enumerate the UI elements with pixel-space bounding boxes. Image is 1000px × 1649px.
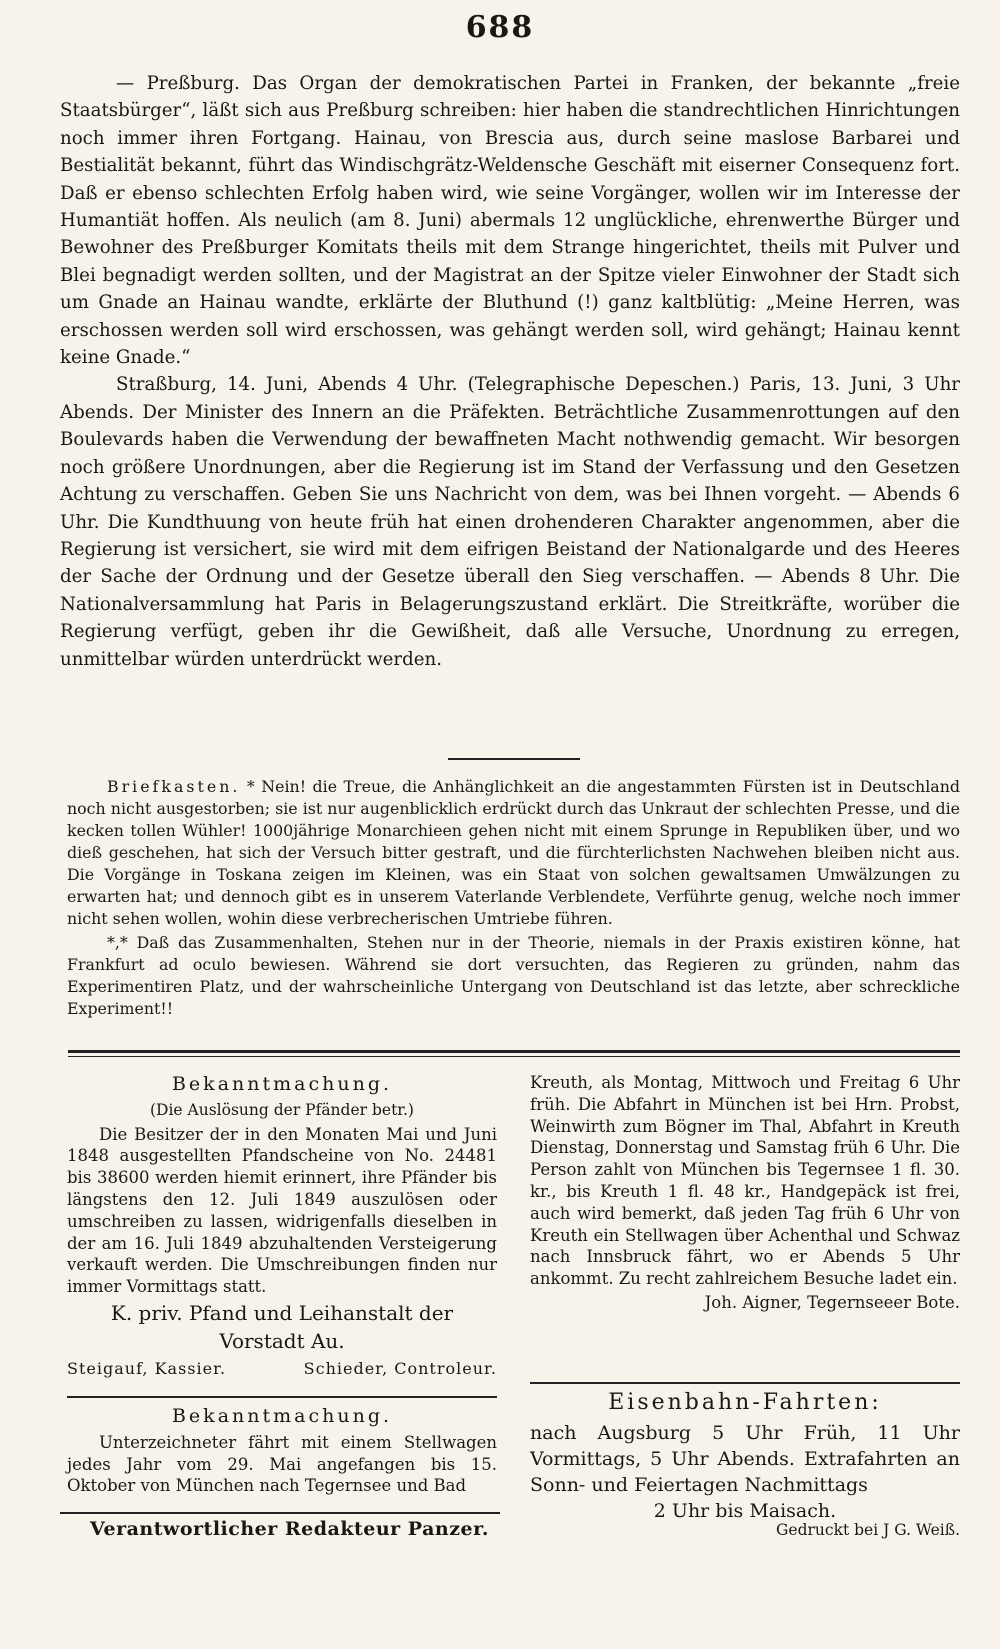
notice1-cashier: Steigauf, Kassier. [67,1358,227,1378]
letters-box [67,776,960,1022]
footer-rule [60,1512,500,1514]
letters-text-2: *,* Daß das Zusammenhalten, Stehen nur in der Theorie, niemals in der Praxis existiren könne, hat Frankfurt ad oculo bewiesen. Während sie dort versuchten, das Regieren zu gründen, nahm das Experimentiren Platz, und der wahrscheinliche Untergang von Deutschland ist das letzte, aber schreckliche Experiment!! [67,933,960,1018]
notice2-body: Unterzeichneter fährt mit einem Stellwagen jedes Jahr vom 29. Mai angefangen bis 15. Oktober von München nach Tegernsee und Bad [67,1432,497,1496]
notice1-staff [67,1358,497,1380]
double-rule-bottom [68,1056,960,1057]
notice1-signature-2: Vorstadt Au. [219,1328,345,1353]
railway-title: Eisenbahn-Fahrten: [608,1390,882,1415]
article-strassburg: Straßburg, 14. Juni, Abends 4 Uhr. (Telegraphische Depeschen.) Paris, 13. Juni, 3 Uhr Abends. Der Minister des Innern an die Präfekten. Beträchtliche Zusammenrottungen auf den Boulevards haben die Verwendung der bewaffneten Macht nothwendig gemacht. Wir besorgen noch größere Unordnungen, aber die Regierung ist im Stand der Verfassung und den Gesetzen Achtung zu verschaffen. Geben Sie uns Nachricht von dem, was bei Ihnen vorgeht. — Abends 6 Uhr. Die Kundthuung von heute früh hat einen drohenderen Charakter angenommen, aber die Regierung ist versichert, sie wird mit dem eifrigen Beistand der Nationalgarde und des Heeres der Sache der Ordnung und der Gesetze überall den Sieg verschaffen. — Abends 8 Uhr. Die Nationalversammlung hat Paris in Belagerungszustand erklärt. Die Streitkräfte, worüber die Regierung verfügt, geben ihr die Gewißheit, daß alle Versuche, Unordnung zu erregen, unmittelbar würden unterdrückt werden. [60,374,960,670]
notice1-signature-1: K. priv. Pfand und Leihanstalt der [110,1300,454,1325]
letters-text-1: * Nein! die Treue, die Anhänglichkeit an die angestammten Fürsten ist in Deutschland noch nicht ausgestorben; sie ist nur augenblicklich erdrückt durch das Unkraut der schlechten Presse, und die kecken tollen Wühler! 1000jährige Monarchieen gehen nicht mit einem Sprunge in Republiken über, und wo dieß geschehen, hat sich der Versuch bitter gestraft, und die fürchterlichsten Nachwehen bleiben nicht aus. Die Vorgänge in Toskana zeigen im Kleinen, was ein Staat von solchen gewaltsamen Umwälzungen zu erwarten hat; und dennoch gibt es in unserem Vaterlande Verblendete, Verführte genug, welche noch immer nicht sehen wollen, wohin diese verbrecherischen Umtriebe führen. [67,777,960,928]
railway-last-line: 2 Uhr bis Maisach. [653,1499,837,1522]
letters-paragraph [67,776,960,930]
notice1-subtitle: (Die Auslösung der Pfänder betr.) [150,1100,414,1119]
notice1-controller: Schieder, Controleur. [303,1358,497,1378]
editor-credit: Verantwortlicher Redakteur Panzer. [90,1518,489,1540]
notice2-title: Bekanntmachung. [171,1405,393,1427]
page-number: 688 [465,10,535,45]
section-divider [448,758,580,760]
notice1-title: Bekanntmachung. [171,1073,393,1095]
left-column [67,1072,497,1380]
printer-credit: Gedruckt bei J G. Weiß. [776,1521,960,1539]
notice2-signature: Joh. Aigner, Tegernseeer Bote. [704,1292,960,1312]
double-rule-top [68,1050,960,1053]
notice1-body: Die Besitzer der in den Monaten Mai und Juni 1848 ausgestellten Pfandscheine von No. 24481 bis 38600 werden hiemit erinnert, ihre Pfänder bis längstens den 12. Juli 1849 auszulösen oder umschreiben zu lassen, widrigenfalls dieselben in der am 16. Juli 1849 abzuhaltenden Versteigerung verkauft werden. Die Umschreibungen finden nur immer Vormittags statt. [67,1124,497,1297]
article-pressburg: — Preßburg. Das Organ der demokratischen Partei in Franken, der bekannte „freie Staatsbürger“, läßt sich aus Preßburg schreiben: hier haben die standrechtlichen Hinrichtungen noch immer ihren Fortgang. Hainau, von Brescia aus, durch seine maslose Barbarei und Bestialität bekannt, führt das Windischgrätz-Weldensche Geschäft mit eiserner Consequenz fort. Daß er ebenso schlechten Erfolg haben wird, wie seine Vorgänger, wollen wir im Interesse der Humantiät hoffen. Als neulich (am 8. Juni) abermals 12 unglückliche, ehrenwerthe Bürger und Bewohner des Preßburger Komitats theils mit dem Strange hingerichtet, theils mit Pulver und Blei begnadigt werden sollten, und der Magistrat an der Spitze vieler Einwohner der Stadt sich um Gnade an Hainau wandte, erklärte der Bluthund (!) ganz kaltblütig: „Meine Herren, was erschossen werden soll wird erschossen, was gehängt werden soll, wird gehängt; Hainau kennt keine Gnade.“ [60,73,960,369]
letters-title: Briefkasten. [107,777,241,796]
news-section [60,70,960,673]
notice2-block [67,1404,497,1497]
footer [90,1518,960,1540]
railway-body: nach Augsburg 5 Uhr Früh, 11 Uhr Vormittags, 5 Uhr Abends. Extrafahrten an Sonn- und Feiertagen Nachmittags [530,1421,960,1496]
notice2-continuation: Kreuth, als Montag, Mittwoch und Freitag 6 Uhr früh. Die Abfahrt in München ist bei Hrn. Probst, Weinwirth zum Bögner im Thal, Abfahrt in Kreuth Dienstag, Donnerstag und Samstag früh 6 Uhr. Die Person zahlt von München bis Tegernsee 1 fl. 30. kr., bis Kreuth 1 fl. 48 kr., Handgepäck ist frei, auch wird bemerkt, daß jeden Tag früh 6 Uhr von Kreuth ein Stellwagen über Achenthal und Schwaz nach Innsbruck fährt, wo er Abends 5 Uhr ankommt. Zu recht zahlreichem Besuche ladet ein. [530,1073,960,1289]
left-column-divider [67,1396,497,1398]
railway-block [530,1384,960,1524]
right-column [530,1072,960,1314]
